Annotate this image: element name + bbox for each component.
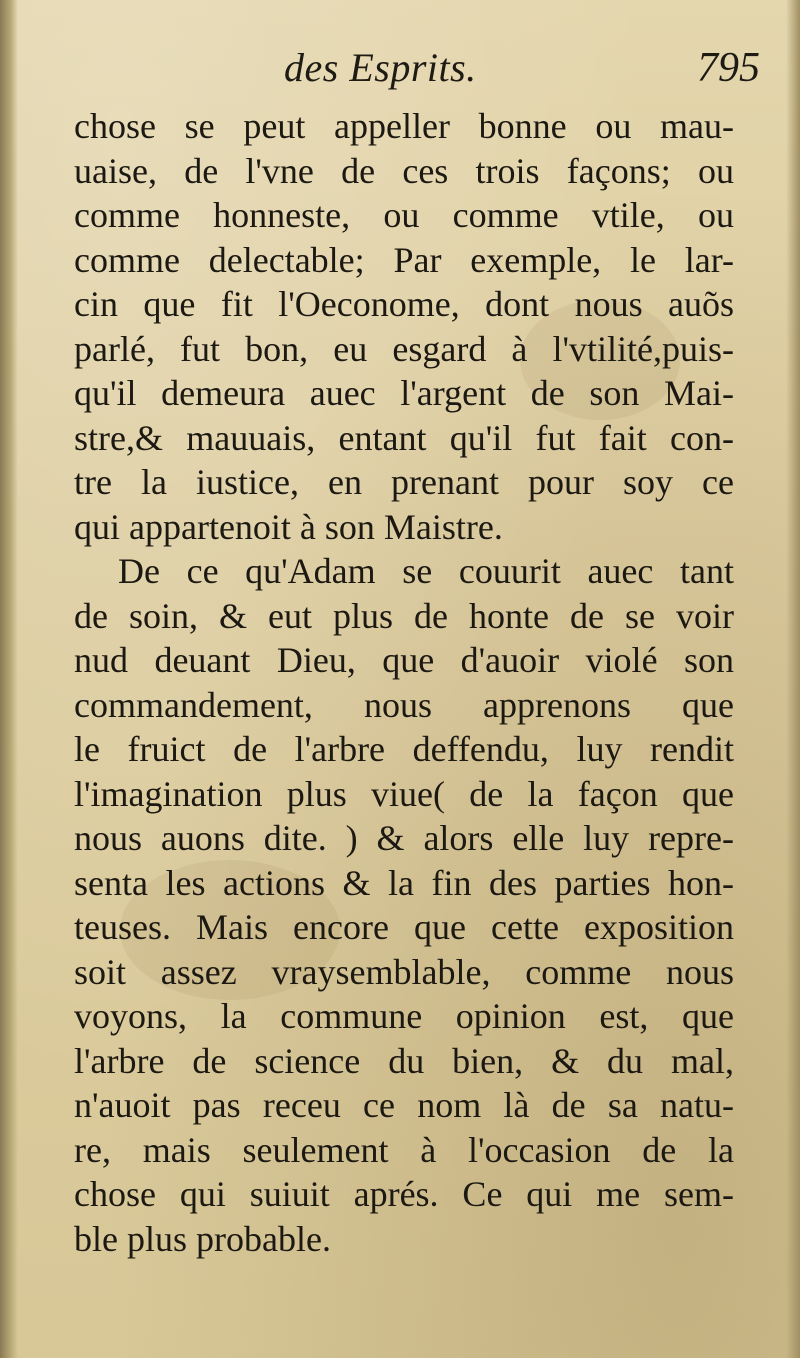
text-line: chose qui suiuit aprés. Ce qui me sem- <box>74 1174 734 1214</box>
text-line: cin que fit l'Oeconome, dont nous auõs <box>74 284 734 324</box>
text-line: ble plus probable. <box>74 1218 331 1259</box>
text-line: l'arbre de science du bien, & du mal, <box>74 1040 734 1081</box>
text-line: n'auoit pas receu ce nom là de sa natu- <box>74 1085 734 1125</box>
text-line: le fruict de l'arbre deffendu, luy rendit <box>74 729 734 769</box>
text-line: nous auons dite. ) & alors elle luy repre- <box>74 818 734 858</box>
text-line: comme delectable; Par exemple, le lar- <box>74 239 734 280</box>
text-line: l'imagination plus viue( de la façon que <box>74 773 734 814</box>
page-number: 795 <box>697 45 760 91</box>
text-line: senta les actions & la fin des parties hon- <box>74 862 734 903</box>
body-text <box>74 104 734 1261</box>
text-line: voyons, la commune opinion est, que <box>74 996 734 1036</box>
page-gutter-shadow <box>0 0 18 1358</box>
text-line: stre,& mauuais, entant qu'il fut fait con- <box>74 417 734 458</box>
text-line: qu'il demeura auec l'argent de son Mai- <box>74 373 734 413</box>
text-line: chose se peut appeller bonne ou mau- <box>74 106 734 146</box>
text-line: De ce qu'Adam se couurit auec tant <box>118 551 734 591</box>
running-head: des Esprits. <box>284 45 477 90</box>
text-line: nud deuant Dieu, que d'auoir violé son <box>74 640 734 680</box>
text-line: tre la iustice, en prenant pour soy ce <box>74 462 734 502</box>
text-line: soit assez vraysemblable, comme nous <box>74 951 734 992</box>
page-header <box>70 36 760 102</box>
text-line: qui appartenoit à son Maistre. <box>74 506 503 547</box>
text-line: teuses. Mais encore que cette exposition <box>74 907 734 947</box>
page-edge-shadow <box>786 0 800 1358</box>
text-line: comme honneste, ou comme vtile, ou <box>74 195 734 235</box>
text-line: de soin, & eut plus de honte de se voir <box>74 595 734 636</box>
text-line: re, mais seulement à l'occasion de la <box>74 1129 734 1170</box>
text-line: uaise, de l'vne de ces trois façons; ou <box>74 150 734 191</box>
text-line: commandement, nous apprenons que <box>74 684 734 725</box>
text-line: parlé, fut bon, eu esgard à l'vtilité,puis- <box>74 328 734 369</box>
